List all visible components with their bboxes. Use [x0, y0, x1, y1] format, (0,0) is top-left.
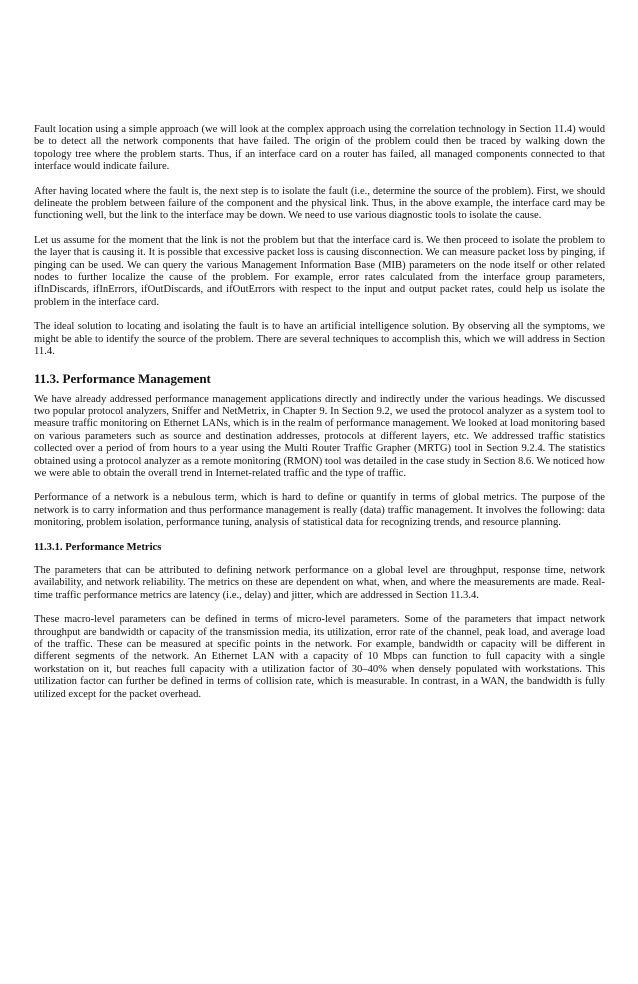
paragraph-fault-isolation: After having located where the fault is, the next step is to isolate the fault (i.e., determine the source of the problem). First, we should delineate the problem between failure of the component and the physical link. Thus, in the above example, the interface card may be functioning well, but the link to the interface may be down. We need to use various diagnostic tools to isolate the cause. [34, 185, 605, 222]
paragraph-fault-location: Fault location using a simple approach (we will look at the complex approach using the correlation technology in Section 11.4) would be to detect all the network components that have failed. The origin of the problem could then be traced by walking down the topology tree where the problem starts. Thus, if an interface card on a router has failed, all managed components connected to that interface would indicate failure. [34, 124, 605, 173]
paragraph-performance-definition: Performance of a network is a nebulous term, which is hard to define or quantify in terms of global metrics. The purpose of the network is to carry information and thus performance management is really (data) traffic management. It involves the following: data monitoring, problem isolation, performance tuning, analysis of statistical data for recognizing trends, and resource planning. [34, 492, 605, 529]
paragraph-ai-solution: The ideal solution to locating and isolating the fault is to have an artificial intelligence solution. By observing all the symptoms, we might be able to identify the source of the problem. There are several techniques to accomplish this, which we will address in Section 11.4. [34, 321, 605, 358]
paragraph-performance-intro: We have already addressed performance management applications directly and indirectly under the various headings. We discussed two popular protocol analyzers, Sniffer and NetMetrix, in Chapter 9. In Section 9.2, we used the protocol analyzer as a system tool to measure traffic monitoring on Ethernet LANs, which is in the realm of performance management. We looked at load monitoring based on various parameters such as source and destination addresses, protocols at different layers, etc. We addressed traffic statistics collected over a period of from hours to a year using the Multi Router Traffic Grapher (MRTG) tool in Section 9.2.4. The statistics obtained using a protocol analyzer as a remote monitoring (RMON) tool was detailed in the case study in Section 8.6. We noticed how we were able to obtain the overall trend in Internet-related traffic and the type of traffic. [34, 393, 605, 479]
paragraph-interface-card: Let us assume for the moment that the link is not the problem but that the interface card is. We then proceed to isolate the problem to the layer that is causing it. It is possible that excessive packet loss is causing disconnection. We can measure packet loss by pinging, if pinging can be used. We can query the various Management Information Base (MIB) parameters on the node itself or other related nodes to further localize the cause of the problem. For example, error rates calculated from the interface group parameters, ifInDiscards, ifInErrors, ifOutDiscards, and ifOutErrors with respect to the input and output packet rates, could help us isolate the problem in the interface card. [34, 234, 605, 308]
paragraph-metrics-micro: These macro-level parameters can be defined in terms of micro-level parameters. Some of the parameters that impact network throughput are bandwidth or capacity of the transmission media, its utilization, error rate of the channel, peak load, and average load of the traffic. These can be measured at specific points in the network. For example, bandwidth or capacity will be different in different segments of the network. An Ethernet LAN with a capacity of 10 Mbps can function to full capacity with a single workstation on it, but reaches full capacity with a utilization factor of 30–40% when densely populated with workstations. This utilization factor can further be defined in terms of collision rate, which is measurable. In contrast, in a WAN, the bandwidth is fully utilized except for the packet overhead. [34, 614, 605, 700]
paragraph-metrics-global: The parameters that can be attributed to defining network performance on a global level are throughput, response time, network availability, and network reliability. The metrics on these are dependent on what, when, and where the measurements are made. Real-time traffic performance metrics are latency (i.e., delay) and jitter, which are addressed in Section 11.3.4. [34, 564, 605, 601]
subsection-heading: 11.3.1. Performance Metrics [34, 541, 162, 553]
section-heading: 11.3. Performance Management [34, 370, 211, 386]
document-page [34, 124, 605, 713]
